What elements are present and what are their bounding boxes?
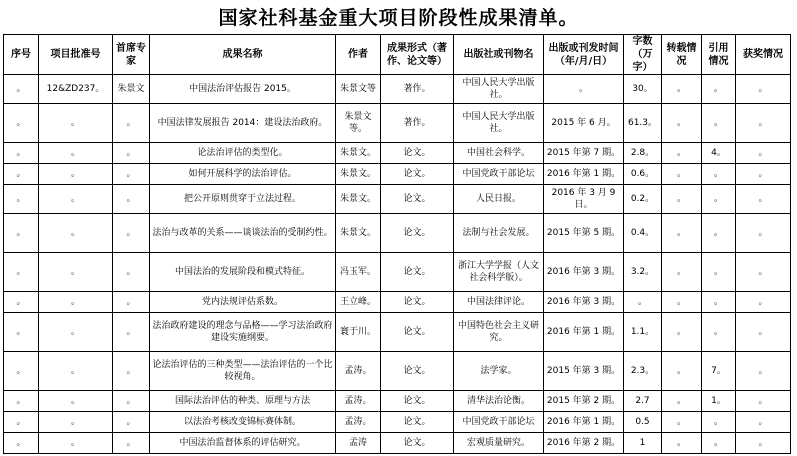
table-row (4, 412, 791, 433)
cell-chief-expert: 。 (113, 253, 150, 292)
cell-publisher: 人民日报。 (454, 185, 544, 214)
header-author: 作者 (336, 35, 381, 75)
header-result-form: 成果形式（著作、论文等） (381, 35, 454, 75)
header-seq: 序号 (4, 35, 39, 75)
cell-result-name: 论法治评估的三种类型——法治评估的一个比较视角。 (150, 352, 336, 391)
cell-author: 朱景文等。 (336, 104, 381, 143)
cell-result-name: 以法治考核改变锦标赛体制。 (150, 412, 336, 433)
cell-chief-expert: 。 (113, 313, 150, 352)
cell-result-form: 论文。 (381, 253, 454, 292)
cell-reprint: 。 (662, 164, 702, 185)
cell-author: 朱景文。 (336, 185, 381, 214)
cell-word-count: 0.4。 (624, 214, 662, 253)
cell-result-name: 把公开原则贯穿于立法过程。 (150, 185, 336, 214)
cell-publisher: 清华法治论衡。 (454, 391, 544, 412)
cell-batch-no: 。 (39, 185, 113, 214)
cell-pub-date: 2016 年第 1 期。 (544, 412, 624, 433)
cell-batch-no: 。 (39, 292, 113, 313)
cell-citation: 。 (702, 75, 736, 104)
title-text: 国家社科基金重大项目阶段性成果清单 (218, 7, 559, 29)
cell-reprint: 。 (662, 292, 702, 313)
cell-citation: 。 (702, 185, 736, 214)
cell-batch-no: 。 (39, 412, 113, 433)
cell-result-form: 论文。 (381, 164, 454, 185)
cell-word-count: 1.1。 (624, 313, 662, 352)
results-table (3, 34, 791, 454)
cell-chief-expert: 。 (113, 433, 150, 454)
cell-author: 朱景文。 (336, 164, 381, 185)
cell-citation: 1。 (702, 391, 736, 412)
cell-pub-date: 。 (544, 75, 624, 104)
table-row (4, 104, 791, 143)
cell-result-form: 著作。 (381, 104, 454, 143)
cell-pub-date: 2016 年第 3 期。 (544, 253, 624, 292)
table-body (4, 75, 791, 454)
cell-result-form: 论文。 (381, 412, 454, 433)
header-award: 获奖情况 (736, 35, 791, 75)
cell-author: 王立峰。 (336, 292, 381, 313)
cell-batch-no: 。 (39, 352, 113, 391)
cell-citation: 。 (702, 214, 736, 253)
cell-pub-date: 2016 年第 2 期。 (544, 433, 624, 454)
cell-chief-expert: 。 (113, 143, 150, 164)
header-word-count: 字数（万字） (624, 35, 662, 75)
cell-word-count: 1 (624, 433, 662, 454)
table-row (4, 352, 791, 391)
table-row (4, 143, 791, 164)
document-title (0, 3, 797, 33)
cell-seq: 。 (4, 313, 39, 352)
cell-award: 。 (736, 412, 791, 433)
cell-seq: 。 (4, 104, 39, 143)
cell-result-name: 论法治评估的类型化。 (150, 143, 336, 164)
cell-award: 。 (736, 143, 791, 164)
cell-reprint: 。 (662, 104, 702, 143)
cell-citation: 。 (702, 313, 736, 352)
table-row (4, 214, 791, 253)
cell-citation: 。 (702, 104, 736, 143)
cell-author: 孟涛。 (336, 391, 381, 412)
cell-word-count: 。 (624, 292, 662, 313)
cell-author: 孟涛。 (336, 412, 381, 433)
cell-publisher: 法学家。 (454, 352, 544, 391)
cell-award: 。 (736, 433, 791, 454)
cell-reprint: 。 (662, 391, 702, 412)
table-row (4, 75, 791, 104)
cell-batch-no: 。 (39, 391, 113, 412)
cell-batch-no: 。 (39, 253, 113, 292)
header-chief-expert: 首席专家 (113, 35, 150, 75)
cell-pub-date: 2015 年第 2 期。 (544, 391, 624, 412)
cell-award: 。 (736, 292, 791, 313)
cell-result-form: 论文。 (381, 352, 454, 391)
cell-publisher: 中国社会科学。 (454, 143, 544, 164)
cell-seq: 。 (4, 352, 39, 391)
cell-word-count: 30。 (624, 75, 662, 104)
cell-word-count: 61.3。 (624, 104, 662, 143)
cell-reprint: 。 (662, 75, 702, 104)
cell-chief-expert: 。 (113, 214, 150, 253)
cell-chief-expert: 。 (113, 352, 150, 391)
cell-publisher: 中国法律评论。 (454, 292, 544, 313)
cell-batch-no: 12&ZD237。 (39, 75, 113, 104)
header-citation: 引用情况 (702, 35, 736, 75)
cell-word-count: 2.8。 (624, 143, 662, 164)
cell-seq: 。 (4, 253, 39, 292)
table-row (4, 391, 791, 412)
table-row (4, 185, 791, 214)
cell-batch-no: 。 (39, 214, 113, 253)
cell-word-count: 2.7 (624, 391, 662, 412)
cell-seq: 。 (4, 433, 39, 454)
cell-word-count: 0.6。 (624, 164, 662, 185)
cell-result-name: 中国法治评估报告 2015。 (150, 75, 336, 104)
cell-result-form: 论文。 (381, 433, 454, 454)
table-header-row (4, 35, 791, 75)
cell-author: 朱景文等 (336, 75, 381, 104)
cell-batch-no: 。 (39, 313, 113, 352)
cell-citation: 。 (702, 292, 736, 313)
header-publisher: 出版社或刊物名 (454, 35, 544, 75)
cell-award: 。 (736, 104, 791, 143)
cell-award: 。 (736, 214, 791, 253)
cell-publisher: 法制与社会发展。 (454, 214, 544, 253)
cell-result-name: 党内法规评估系数。 (150, 292, 336, 313)
cell-chief-expert: 。 (113, 104, 150, 143)
cell-chief-expert: 。 (113, 391, 150, 412)
header-pub-date: 出版或刊发时间（年/月/日） (544, 35, 624, 75)
table-row (4, 433, 791, 454)
cell-author: 孟涛。 (336, 352, 381, 391)
cell-chief-expert: 。 (113, 292, 150, 313)
cell-word-count: 0.2。 (624, 185, 662, 214)
cell-publisher: 浙江大学学报（人文社会科学版）。 (454, 253, 544, 292)
cell-seq: 。 (4, 412, 39, 433)
cell-reprint: 。 (662, 352, 702, 391)
cell-award: 。 (736, 391, 791, 412)
table-row (4, 253, 791, 292)
cell-award: 。 (736, 185, 791, 214)
cell-pub-date: 2016 年第 1 期。 (544, 313, 624, 352)
cell-citation: 。 (702, 164, 736, 185)
cell-citation: 7。 (702, 352, 736, 391)
cell-result-form: 论文。 (381, 391, 454, 412)
cell-publisher: 中国特色社会主义研究。 (454, 313, 544, 352)
cell-batch-no: 。 (39, 143, 113, 164)
cell-award: 。 (736, 313, 791, 352)
cell-result-name: 法治政府建设的理念与品格——学习法治政府建设实施纲要。 (150, 313, 336, 352)
cell-result-name: 中国法治监督体系的评估研究。 (150, 433, 336, 454)
cell-chief-expert: 。 (113, 412, 150, 433)
cell-batch-no: 。 (39, 104, 113, 143)
cell-chief-expert: 。 (113, 185, 150, 214)
cell-result-name: 中国法律发展报告 2014：建设法治政府。 (150, 104, 336, 143)
cell-pub-date: 2015 年 6 月。 (544, 104, 624, 143)
cell-award: 。 (736, 253, 791, 292)
cell-publisher: 中国党政干部论坛 (454, 164, 544, 185)
cell-seq: 。 (4, 214, 39, 253)
cell-result-name: 法治与改革的关系——谈谈法治的受制约性。 (150, 214, 336, 253)
cell-award: 。 (736, 164, 791, 185)
cell-award: 。 (736, 75, 791, 104)
cell-chief-expert: 。 (113, 164, 150, 185)
cell-seq: 。 (4, 164, 39, 185)
cell-result-form: 论文。 (381, 143, 454, 164)
header-reprint: 转载情况 (662, 35, 702, 75)
cell-author: 朱景文。 (336, 143, 381, 164)
cell-result-form: 论文。 (381, 214, 454, 253)
table-row (4, 164, 791, 185)
cell-chief-expert: 朱景文 (113, 75, 150, 104)
cell-publisher: 宏观质量研究。 (454, 433, 544, 454)
cell-publisher: 中国党政干部论坛 (454, 412, 544, 433)
cell-seq: 。 (4, 391, 39, 412)
title-mark: 。 (558, 7, 579, 29)
cell-pub-date: 2016 年第 1 期。 (544, 164, 624, 185)
cell-publisher: 中国人民大学出版社。 (454, 104, 544, 143)
cell-reprint: 。 (662, 143, 702, 164)
header-batch-no: 项目批准号 (39, 35, 113, 75)
cell-pub-date: 2016 年 3 月 9 日。 (544, 185, 624, 214)
cell-citation: 4。 (702, 143, 736, 164)
cell-award: 。 (736, 352, 791, 391)
cell-batch-no: 。 (39, 164, 113, 185)
cell-reprint: 。 (662, 313, 702, 352)
cell-result-form: 论文。 (381, 313, 454, 352)
cell-seq: 。 (4, 185, 39, 214)
cell-reprint: 。 (662, 412, 702, 433)
cell-result-form: 著作。 (381, 75, 454, 104)
cell-pub-date: 2016 年第 3 期。 (544, 292, 624, 313)
cell-result-name: 中国法治的发展阶段和模式特征。 (150, 253, 336, 292)
cell-pub-date: 2015 年第 3 期。 (544, 352, 624, 391)
cell-author: 孟涛 (336, 433, 381, 454)
cell-word-count: 3.2。 (624, 253, 662, 292)
cell-batch-no: 。 (39, 433, 113, 454)
cell-citation: 。 (702, 253, 736, 292)
cell-result-form: 论文。 (381, 292, 454, 313)
cell-seq: 。 (4, 75, 39, 104)
cell-word-count: 0.5 (624, 412, 662, 433)
cell-author: 冯玉军。 (336, 253, 381, 292)
cell-pub-date: 2015 年第 5 期。 (544, 214, 624, 253)
cell-citation: 。 (702, 433, 736, 454)
cell-reprint: 。 (662, 185, 702, 214)
header-result-name: 成果名称 (150, 35, 336, 75)
cell-seq: 。 (4, 292, 39, 313)
cell-author: 朱景文。 (336, 214, 381, 253)
cell-author: 寰于川。 (336, 313, 381, 352)
cell-result-form: 论文。 (381, 185, 454, 214)
table-row (4, 292, 791, 313)
cell-reprint: 。 (662, 253, 702, 292)
cell-publisher: 中国人民大学出版社。 (454, 75, 544, 104)
cell-reprint: 。 (662, 433, 702, 454)
cell-word-count: 2.3。 (624, 352, 662, 391)
cell-citation: 。 (702, 412, 736, 433)
cell-result-name: 如何开展科学的法治评估。 (150, 164, 336, 185)
table-row (4, 313, 791, 352)
cell-pub-date: 2015 年第 7 期。 (544, 143, 624, 164)
cell-reprint: 。 (662, 214, 702, 253)
cell-seq: 。 (4, 143, 39, 164)
cell-result-name: 国际法治评估的种类、原理与方法 (150, 391, 336, 412)
